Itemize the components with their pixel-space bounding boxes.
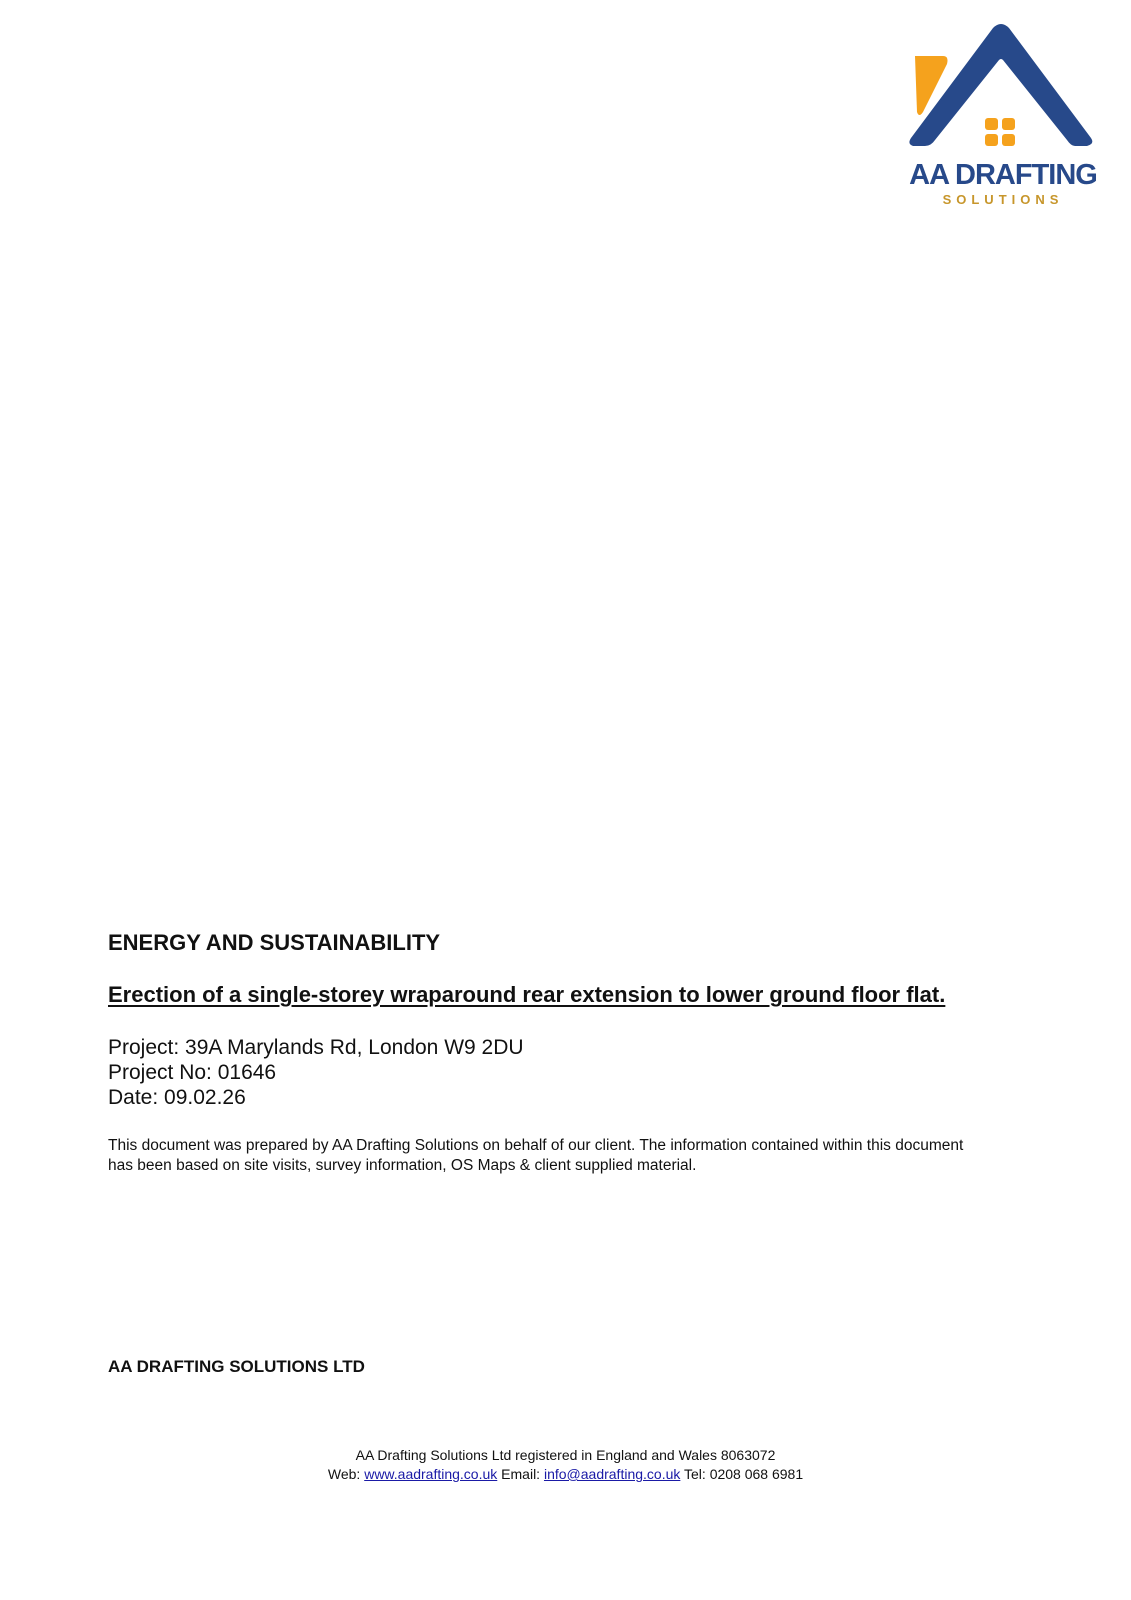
contact-line [0,1465,1131,1484]
logo-window-pane [985,118,998,130]
logo-brand-tagline: SOLUTIONS [942,192,1064,207]
document-heading: ENERGY AND SUSTAINABILITY [108,930,441,955]
page-footer [0,1446,1131,1484]
logo-window-pane [1002,134,1015,146]
project-number: Project No: 01646 [108,1061,277,1084]
email-link[interactable]: info@aadrafting.co.uk [543,1466,681,1482]
document-date: Date: 09.02.26 [108,1086,246,1109]
document-subheading: Erection of a single-storey wraparound rear extension to lower ground floor flat. [108,982,946,1007]
disclaimer-text: This document was prepared by AA Drafting Solutions on behalf of our client. The information contained within this document has been based on site visits, survey information, OS Maps & client supplied material. [108,1137,964,1174]
logo-window-pane [1002,118,1015,130]
logo-graphic [905,18,1103,212]
company-name: AA DRAFTING SOLUTIONS LTD [108,1357,365,1376]
project-info [108,1035,524,1110]
company-logo [905,18,1103,212]
website-link[interactable]: www.aadrafting.co.uk [364,1466,498,1482]
web-label: Web: [327,1466,361,1482]
registration-text: AA Drafting Solutions Ltd registered in England and Wales 8063072 [355,1447,776,1463]
telephone-text: Tel: 0208 068 6981 [684,1466,804,1482]
logo-roof-shape [909,24,1092,146]
logo-brand-name: AA DRAFTING [909,159,1097,191]
logo-window-pane [985,134,998,146]
email-label: Email: [501,1466,541,1482]
project-address: Project: 39A Marylands Rd, London W9 2DU [108,1036,524,1059]
